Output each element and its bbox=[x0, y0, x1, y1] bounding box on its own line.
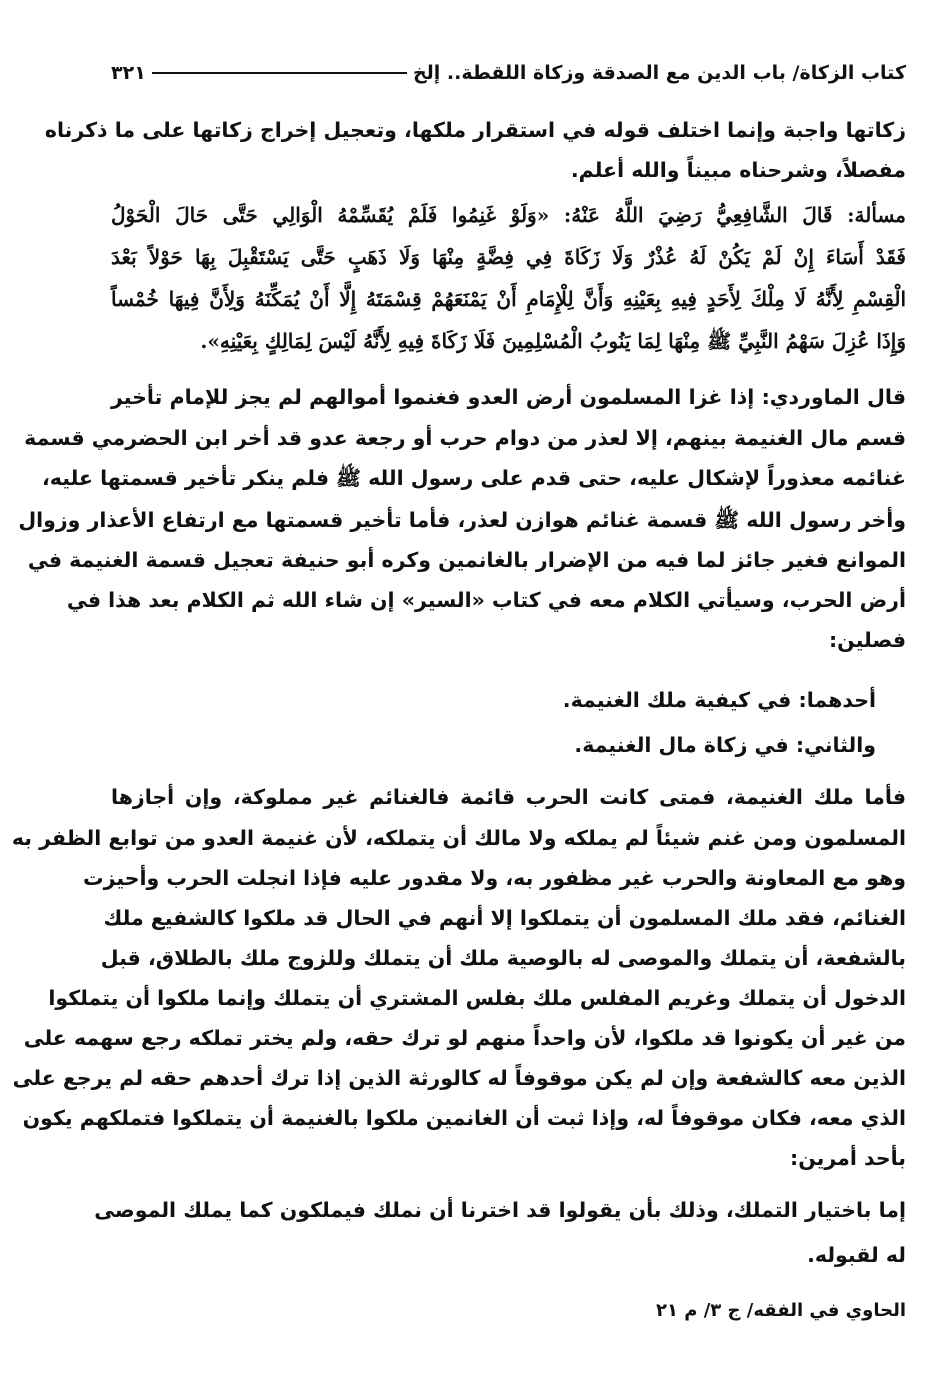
text-line: الموانع فغير جائز لما فيه من الإضرار بالغانمين وكره أبو حنيفة تعجيل قسمة الغنيمة في bbox=[27, 548, 906, 572]
text-line: وأخر رسول الله ﷺ قسمة غنائم هوازن لعذر، فأما تأخير قسمتها مع ارتفاع الأعذار وزوال bbox=[18, 508, 906, 532]
text-line: فصلين: bbox=[828, 628, 906, 652]
masala-line: وَإِذَا عُزِلَ سَهْمُ النَّبِيِّ ﷺ مِنْهَا لِمَا يَنُوبُ الْمُسْلِمِينَ فَلَا زَكَاةَ فِيهِ لِأَنَّهُ لَيْسَ لِمَالِكٍ بِعَيْنِهِ». bbox=[200, 329, 906, 353]
text-line: وهو مع المعاونة والحرب غير مظفور به، ولا مقدور عليه فإذا انجلت الحرب وأحيزت bbox=[83, 866, 906, 890]
text-line: أرض الحرب، وسيأتي الكلام معه في كتاب «السير» إن شاء الله ثم الكلام بعد هذا في bbox=[66, 588, 906, 612]
header-rule bbox=[152, 72, 407, 74]
running-header bbox=[111, 58, 906, 88]
page-number: ٣٢١ bbox=[111, 62, 146, 84]
section-heading-second: والثاني: في زكاة مال الغنيمة. bbox=[574, 733, 876, 757]
text-line: بأحد أمرين: bbox=[790, 1146, 906, 1170]
text-line: فأما ملك الغنيمة، فمتى كانت الحرب قائمة فالغنائم غير مملوكة، وإن أجازها bbox=[111, 785, 906, 809]
section-heading-first: أحدهما: في كيفية ملك الغنيمة. bbox=[562, 688, 876, 712]
text-line: الذين معه كالشفعة وإن لم يكن موقوفاً له كالورثة الذين إذا ترك أحدهم حقه لم يرجع على bbox=[12, 1066, 906, 1090]
text-line: الغنائم، فقد ملك المسلمون أن يتملكوا إلا أنهم في الحال قد ملكوا كالشفيع ملك bbox=[103, 906, 906, 930]
text-line: غنائمه معذوراً لإشكال عليه، حتى قدم على رسول الله ﷺ فلم ينكر تأخير قسمتها عليه، bbox=[42, 466, 906, 490]
text-line: إما باختيار التملك، وذلك بأن يقولوا قد اخترنا أن نملك فيملكون كما يملك الموصى bbox=[94, 1198, 906, 1222]
text-line: بالشفعة، أن يتملك والموصى له بالوصية ملك أن يتملك وللزوج ملك بالطلاق، قبل bbox=[100, 946, 906, 970]
text-line: من غير أن يكونوا قد ملكوا، لأن واحداً منهم لو ترك حقه، ولم يختر تملكه رجع سهمه على bbox=[23, 1026, 906, 1050]
text-line: قسم مال الغنيمة بينهم، إلا لعذر من دوام حرب أو رجعة عدو قد أخر ابن الحضرمي قسمة bbox=[24, 426, 906, 450]
text-line: له لقبوله. bbox=[807, 1243, 906, 1267]
text-line: زكاتها واجبة وإنما اختلف قوله في استقرار ملكها، وتعجيل إخراج زكاتها على ما ذكرناه bbox=[44, 118, 906, 142]
text-line: قال الماوردي: إذا غزا المسلمون أرض العدو فغنموا أموالهم لم يجز للإمام تأخير bbox=[111, 385, 906, 409]
text-line: المسلمون ومن غنم شيئاً لم يملكه ولا مالك أن يتملكه، لأن غنيمة العدو من توابع الظفر به bbox=[11, 826, 906, 850]
text-line: الدخول أن يتملك وغريم المفلس ملك بفلس المشتري أن يتملك وإنما ملكوا أن يتملكوا bbox=[48, 986, 906, 1010]
masala-line: فَقَدْ أَسَاءَ إِنْ لَمْ يَكُنْ لَهُ عُذْرٌ وَلَا زَكَاةَ فِي فِضَّةٍ مِنْهَا وَلَا ذَهَبٍ حَتَّى يَسْتَقْبِلَ بِهَا حَوْلاً بَعْدَ bbox=[111, 245, 906, 269]
text-line: الذي معه، فكان موقوفاً له، وإذا ثبت أن الغانمين ملكوا بالغنيمة أن يتملكوا فتملكهم يكون bbox=[22, 1106, 906, 1130]
text-line: مفصلاً، وشرحناه مبيناً والله أعلم. bbox=[570, 158, 906, 182]
masala-line: الْقِسْمِ لِأَنَّهُ لَا مِلْكَ لِأَحَدٍ فِيهِ بِعَيْنِهِ وَأَنَّ لِلْإِمَامِ أَنْ يَمْنَعَهُمْ قِسْمَتَهُ إِلَّا أَنْ يُمَكِّنَهُ وَلِأَنَّ فِيهَا خُمْساً bbox=[111, 287, 906, 311]
signature-footer: الحاوي في الفقه/ ج ٣/ م ٢١ bbox=[655, 1300, 906, 1321]
masala-line: مسألة: قَالَ الشَّافِعِيُّ رَضِيَ اللَّهُ عَنْهُ: «وَلَوْ غَنِمُوا فَلَمْ يُقَسِّمْهُ الْوَالِي حَتَّى حَالَ الْحَوْلُ bbox=[111, 203, 906, 227]
running-title: كتاب الزكاة/ باب الدين مع الصدقة وزكاة اللقطة.. إلخ bbox=[412, 62, 906, 84]
